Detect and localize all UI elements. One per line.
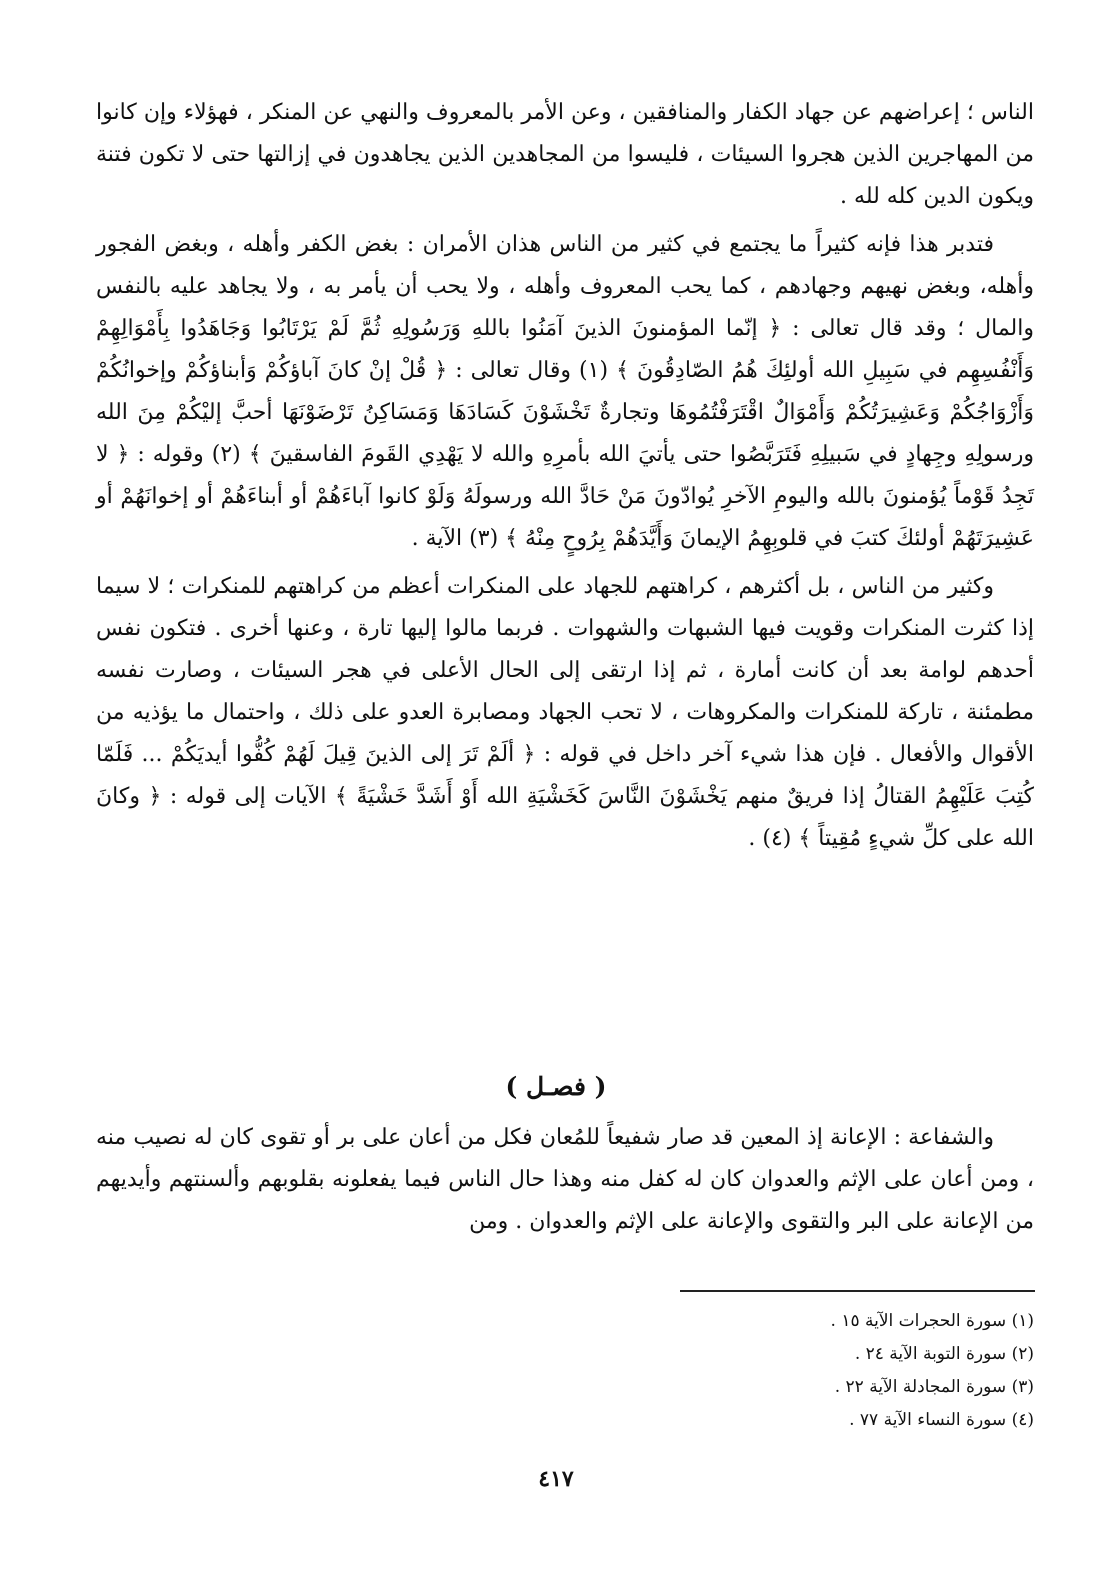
page-number: ٤١٧ bbox=[538, 1466, 574, 1492]
footnote-divider bbox=[680, 1290, 1035, 1292]
paragraph-1: الناس ؛ إعراضهم عن جهاد الكفار والمنافقين ، وعن الأمر بالمعروف والنهي عن المنكر ، فهؤلاء وإن كانوا من المهاجرين الذين هجروا السيئات ، فليسوا من المجاهدين الذين يجاهدون في إزالتها حتى لا تكون فتنة ويكون الدين كله لله . bbox=[96, 100, 1034, 209]
section-text-block bbox=[96, 1117, 1034, 1243]
paragraph-3: وكثير من الناس ، بل أكثرهم ، كراهتهم للجهاد على المنكرات أعظم من كراهتهم للمنكرات ؛ لا سيما إذا كثرت المنكرات وقويت فيها الشبهات والشهوات . فربما مالوا إليها تارة ، وعنها أخرى . فتكون نفس أحدهم لوامة بعد أن كانت أمارة ، ثم إذا ارتقى إلى الحال الأعلى في هجر السيئات ، وصارت نفسه مطمئنة ، تاركة للمنكرات والمكروهات ، لا تحب الجهاد ومصابرة العدو على ذلك ، واحتمال ما يؤذيه من الأقوال والأفعال . فإن هذا شيء آخر داخل في قوله : ﴿ ألَمْ تَرَ إلى الذينَ قِيلَ لَهُمْ كُفُّوا أيديَكُمْ ... فَلَمّا كُتِبَ عَلَيْهِمُ القتالُ إذا فريقٌ منهم يَخْشَوْنَ النَّاسَ كَخَشْيَةِ الله أَوْ أَشَدَّ خَشْيَةً ﴾ الآيات إلى قوله : ﴿ وكانَ الله على كلِّ شيءٍ مُقِيتاً ﴾ (٤) . bbox=[96, 574, 1034, 851]
footnote-item: (٢) سورة التوبة الآية ٢٤ . bbox=[854, 1344, 1034, 1364]
footnotes bbox=[614, 1305, 1034, 1437]
paragraph-2: فتدبر هذا فإنه كثيراً ما يجتمع في كثير من الناس هذان الأمران : بغض الكفر وأهله ، وبغض الفجور وأهله، وبغض نهيهم وجهادهم ، كما يحب المعروف وأهله ، ولا يحب أن يأمر به ، ولا يجاهد عليه بالنفس والمال ؛ وقد قال تعالى : ﴿ إنّما المؤمنونَ الذينَ آمَنُوا باللهِ وَرَسُولِهِ ثُمَّ لَمْ يَرْتَابُوا وَجَاهَدُوا بِأَمْوَالِهِمْ وَأَنْفُسِهِم في سَبِيلِ الله أولئِكَ هُمُ الصّادِقُونَ ﴾ (١) وقال تعالى : ﴿ قُلْ إنْ كانَ آباؤكُمْ وَأبناؤكُمْ وإخوانُكُمْ وَأَزْوَاجُكُمْ وَعَشِيرَتُكُمْ وَأَمْوَالٌ اقْتَرَفْتُمُوهَا وتجارةٌ تَخْشَوْنَ كَسَادَهَا وَمَسَاكِنُ تَرْضَوْنَهَا أحبَّ إليْكُمْ مِنَ الله ورسولِهِ وجِهادٍ في سَبيلِهِ فَتَرَبَّصُوا حتى يأتيَ الله بأمرِهِ والله لا يَهْدِي القَومَ الفاسقينَ ﴾ (٢) وقوله : ﴿ لا تَجِدُ قَوْماً يُؤمنونَ بالله واليومِ الآخرِ يُوادّونَ مَنْ حَادَّ الله ورسولَهُ وَلَوْ كانوا آباءَهُمْ أو أبناءَهُمْ أو إخوانَهُمْ أو عَشِيرَتَهُمْ أولئكَ كتبَ في قلوبِهِمُ الإيمانَ وَأَيَّدَهُمْ بِرُوحٍ مِنْهُ ﴾ (٣) الآية . bbox=[96, 232, 1035, 551]
footnote-item: (٤) سورة النساء الآية ٧٧ . bbox=[849, 1410, 1034, 1430]
main-text-block bbox=[96, 92, 1034, 866]
section-paragraph: والشفاعة : الإعانة إذ المعين قد صار شفيعاً للمُعان فكل من أعان على بر أو تقوى كان له نصيب منه ، ومن أعان على الإثم والعدوان كان له كفل منه وهذا حال الناس فيما يفعلونه بقلوبهم وألسنتهم وأيديهم من الإعانة على البر والتقوى والإعانة على الإثم والعدوان . ومن bbox=[96, 1125, 1034, 1234]
footnote-item: (١) سورة الحجرات الآية ١٥ . bbox=[830, 1311, 1034, 1331]
section-heading: ( فصـل ) bbox=[505, 1072, 607, 1101]
footnote-item: (٣) سورة المجادلة الآية ٢٢ . bbox=[834, 1377, 1034, 1397]
